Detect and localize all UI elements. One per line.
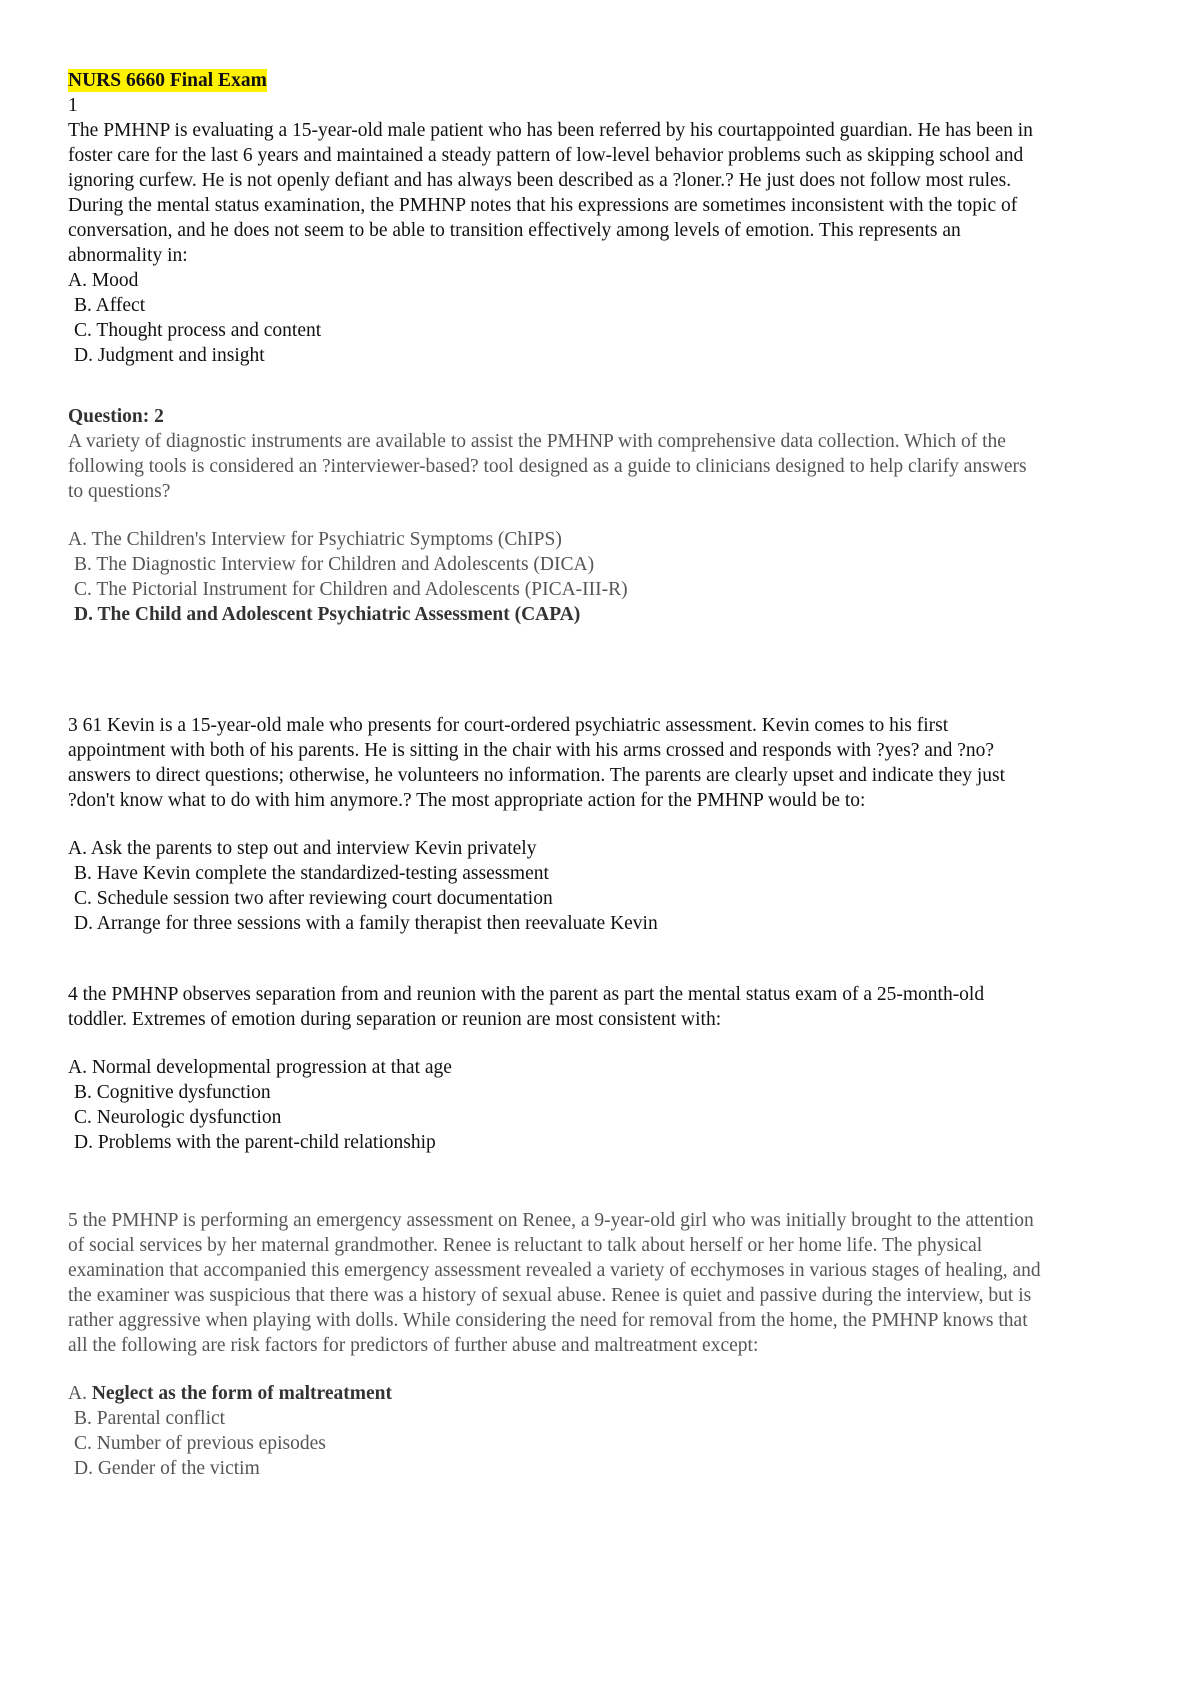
- answer-option: C. Number of previous episodes: [74, 1433, 326, 1454]
- question-stem-line: of social services by her maternal grandmother. Renee is reluctant to talk about herself or her home life. The physical: [68, 1235, 983, 1256]
- answer-option: C. Neurologic dysfunction: [74, 1107, 282, 1128]
- option-text: Neglect as the form of maltreatment: [91, 1383, 392, 1404]
- question-stem-line: to questions?: [68, 481, 171, 502]
- question-stem-line: toddler. Extremes of emotion during separation or reunion are most consistent with:: [68, 1009, 722, 1030]
- doc-title: NURS 6660 Final Exam: [68, 70, 267, 91]
- answer-option: B. Have Kevin complete the standardized-testing assessment: [74, 863, 549, 884]
- answer-option: A. Mood: [68, 270, 139, 291]
- question-3-block: [68, 713, 1128, 936]
- question-number: 1: [68, 95, 78, 116]
- question-stem-line: examination that accompanied this emergency assessment revealed a variety of ecchymoses in various stages of healing, and: [68, 1260, 1041, 1281]
- answer-option: C. Schedule session two after reviewing court documentation: [74, 888, 553, 909]
- answer-option: B. Parental conflict: [74, 1408, 226, 1429]
- answer-option: B. Cognitive dysfunction: [74, 1082, 271, 1103]
- question-stem-line: conversation, and he does not seem to be able to transition effectively among levels of emotion. This represents an: [68, 220, 961, 241]
- question-stem-line: 3 61 Kevin is a 15-year-old male who presents for court-ordered psychiatric assessment. Kevin comes to his first: [68, 715, 949, 736]
- question-stem-line: The PMHNP is evaluating a 15-year-old male patient who has been referred by his courtappointed guardian. He has been in: [68, 120, 1033, 141]
- answer-option: A. The Children's Interview for Psychiatric Symptoms (ChIPS): [68, 529, 562, 550]
- question-stem-line: ignoring curfew. He is not openly defiant and has always been described as a ?loner.? He just does not follow most rules.: [68, 170, 1012, 191]
- question-stem-line: 4 the PMHNP observes separation from and reunion with the parent as part the mental status exam of a 25-month-old: [68, 984, 985, 1005]
- question-stem-line: rather aggressive when playing with dolls. While considering the need for removal from the home, the PMHNP knows that: [68, 1310, 1028, 1331]
- question-stem-line: During the mental status examination, the PMHNP notes that his expressions are sometimes inconsistent with the topic of: [68, 195, 1018, 216]
- answer-option: A. Normal developmental progression at that age: [68, 1057, 452, 1078]
- answer-option: C. Thought process and content: [74, 320, 322, 341]
- question-stem-line: all the following are risk factors for predictors of further abuse and maltreatment except:: [68, 1335, 759, 1356]
- correct-answer-option: D. The Child and Adolescent Psychiatric Assessment (CAPA): [74, 604, 581, 625]
- answer-option: D. Gender of the victim: [74, 1458, 260, 1479]
- option-letter: A.: [68, 1383, 92, 1404]
- question-1-block: [68, 68, 1128, 368]
- question-5-block: [68, 1208, 1128, 1481]
- question-stem-line: appointment with both of his parents. He is sitting in the chair with his arms crossed and responds with ?yes? and ?no?: [68, 740, 995, 761]
- question-stem-line: foster care for the last 6 years and maintained a steady pattern of low-level behavior problems such as skipping school and: [68, 145, 1024, 166]
- correct-answer-option: [68, 1381, 1128, 1406]
- question-4-block: [68, 982, 1128, 1155]
- question-stem-line: A variety of diagnostic instruments are available to assist the PMHNP with comprehensive data collection. Which of the: [68, 431, 1006, 452]
- answer-option: B. Affect: [74, 295, 146, 316]
- answer-option: D. Arrange for three sessions with a family therapist then reevaluate Kevin: [74, 913, 658, 934]
- answer-option: A. Ask the parents to step out and interview Kevin privately: [68, 838, 537, 859]
- answer-option: B. The Diagnostic Interview for Children and Adolescents (DICA): [74, 554, 595, 575]
- answer-option: D. Problems with the parent-child relationship: [74, 1132, 436, 1153]
- question-2-block: [68, 404, 1128, 627]
- answer-option: C. The Pictorial Instrument for Children and Adolescents (PICA-III-R): [74, 579, 628, 600]
- question-stem-line: 5 the PMHNP is performing an emergency assessment on Renee, a 9-year-old girl who was initially brought to the attention: [68, 1210, 1034, 1231]
- question-stem-line: abnormality in:: [68, 245, 188, 266]
- answer-option: D. Judgment and insight: [74, 345, 265, 366]
- question-heading: Question: 2: [68, 406, 164, 427]
- question-stem-line: the examiner was suspicious that there was a history of sexual abuse. Renee is quiet and passive during the interview, but is: [68, 1285, 1032, 1306]
- question-stem-line: ?don't know what to do with him anymore.? The most appropriate action for the PMHNP would be to:: [68, 790, 866, 811]
- question-stem-line: answers to direct questions; otherwise, he volunteers no information. The parents are clearly upset and indicate they just: [68, 765, 1005, 786]
- question-stem-line: following tools is considered an ?interviewer-based? tool designed as a guide to clinicians designed to help clarify answers: [68, 456, 1027, 477]
